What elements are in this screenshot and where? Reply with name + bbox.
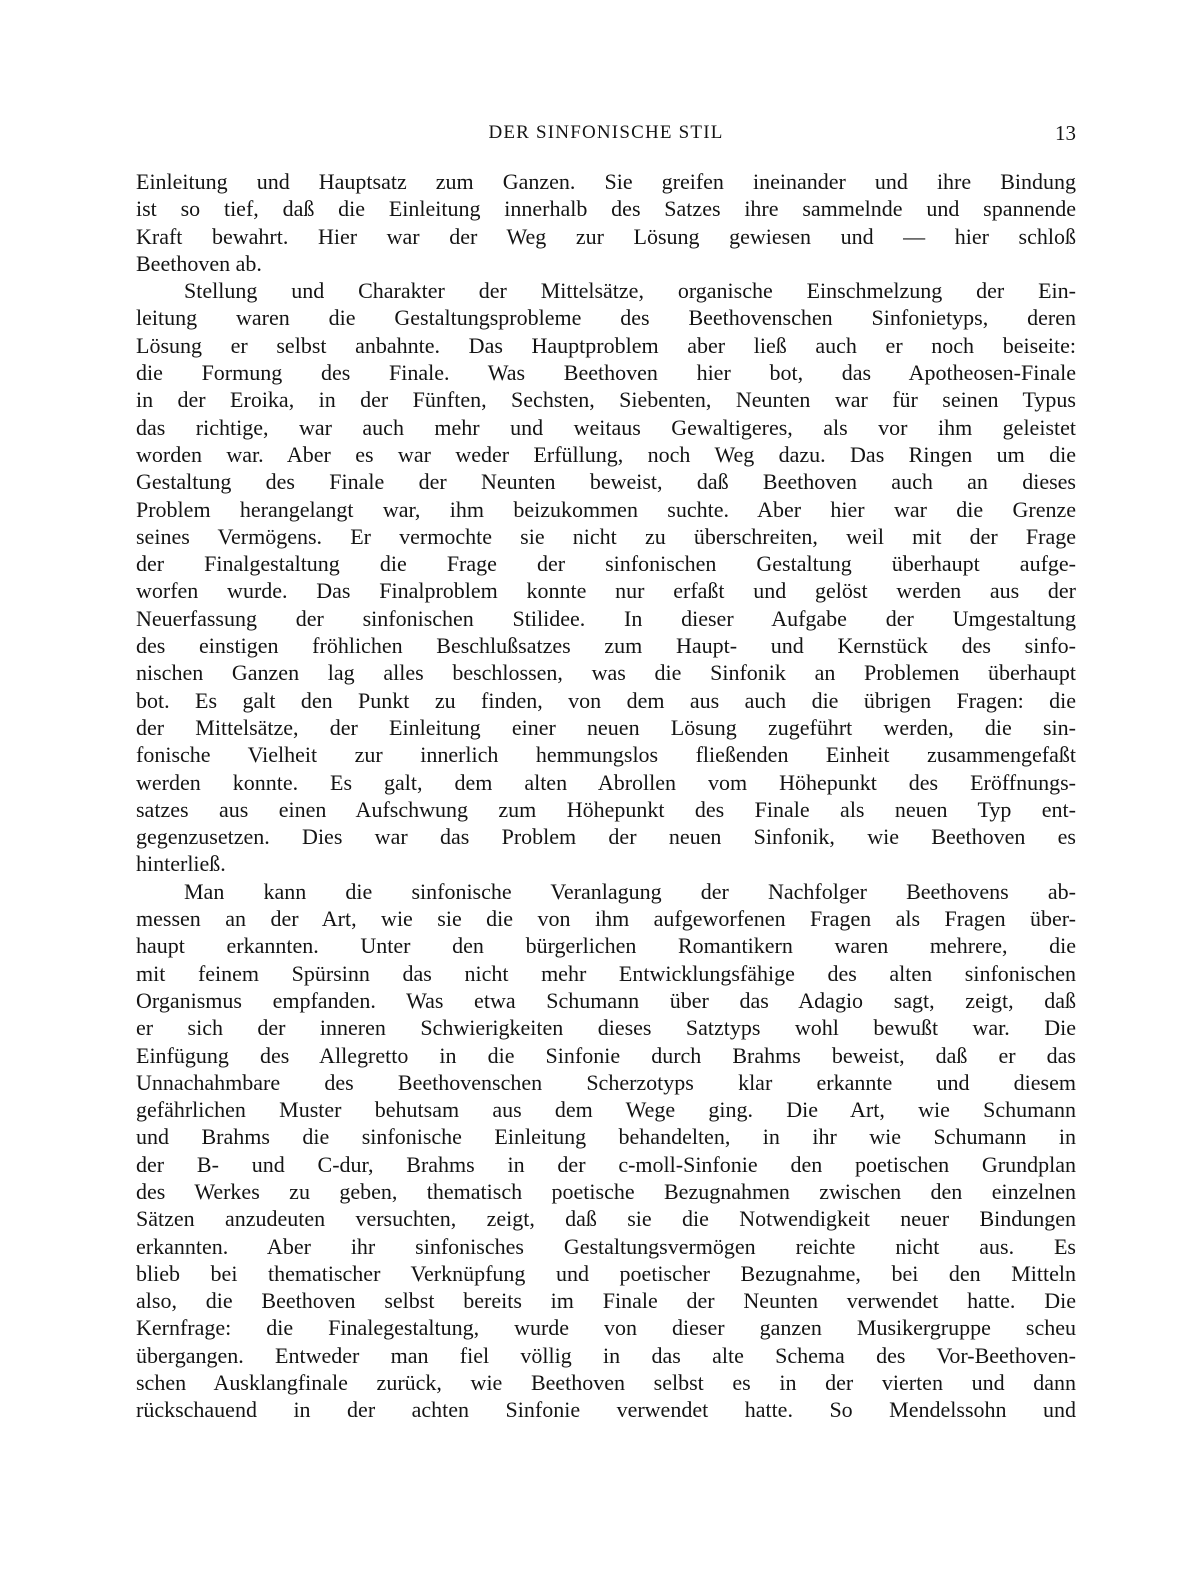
- text-line: der B- und C-dur, Brahms in der c-moll-Sinfonie den poetischen Grundplan: [136, 1151, 1076, 1177]
- text-line: Stellung und Charakter der Mittelsätze, organische Einschmelzung der Ein-: [184, 278, 1076, 304]
- text-line: werden konnte. Es galt, dem alten Abrollen vom Höhepunkt des Eröffnungs-: [136, 769, 1076, 795]
- text-line: satzes aus einen Aufschwung zum Höhepunkt des Finale als neuen Typ ent-: [136, 796, 1076, 822]
- text-line: übergangen. Entweder man fiel völlig in das alte Schema des Vor-Beethoven-: [136, 1342, 1076, 1368]
- text-line: Problem herangelangt war, ihm beizukommen suchte. Aber hier war die Grenze: [136, 496, 1076, 522]
- text-line: Neuerfassung der sinfonischen Stilidee. In dieser Aufgabe der Umgestaltung: [136, 605, 1076, 631]
- text-line: schen Ausklangfinale zurück, wie Beethoven selbst es in der vierten und dann: [136, 1370, 1076, 1396]
- text-line: das richtige, war auch mehr und weitaus Gewaltigeres, als vor ihm geleistet: [136, 414, 1076, 440]
- text-line: rückschauend in der achten Sinfonie verwendet hatte. So Mendelssohn und: [136, 1397, 1076, 1423]
- text-line: des Werkes zu geben, thematisch poetische Bezugnahmen zwischen den einzelnen: [136, 1178, 1076, 1204]
- text-line: bot. Es galt den Punkt zu finden, von dem aus auch die übrigen Fragen: die: [136, 687, 1076, 713]
- text-line: nischen Ganzen lag alles beschlossen, was die Sinfonik an Problemen überhaupt: [136, 660, 1076, 686]
- running-head: [136, 118, 1076, 148]
- text-line: Gestaltung des Finale der Neunten beweist, daß Beethoven auch an dieses: [136, 469, 1076, 495]
- page-number: 13: [1055, 121, 1076, 145]
- text-line: der Finalgestaltung die Frage der sinfonischen Gestaltung überhaupt aufge-: [136, 551, 1076, 577]
- text-line: mit feinem Spürsinn das nicht mehr Entwicklungsfähige des alten sinfonischen: [136, 960, 1076, 986]
- text-line: worden war. Aber es war weder Erfüllung, noch Weg dazu. Das Ringen um die: [136, 441, 1076, 467]
- running-title: DER SINFONISCHE STIL: [488, 122, 724, 143]
- text-line: und Brahms die sinfonische Einleitung behandelten, in ihr wie Schumann in: [136, 1124, 1076, 1150]
- text-line: Einleitung und Hauptsatz zum Ganzen. Sie greifen ineinander und ihre Bindung: [136, 169, 1076, 194]
- text-line: Unnachahmbare des Beethovenschen Scherzotyps klar erkannte und diesem: [136, 1069, 1076, 1095]
- text-line: ist so tief, daß die Einleitung innerhalb des Satzes ihre sammelnde und spannende: [136, 196, 1076, 222]
- text-line: messen an der Art, wie sie die von ihm aufgeworfenen Fragen als Fragen über-: [136, 906, 1076, 932]
- text-line: die Formung des Finale. Was Beethoven hier bot, das Apotheosen-Finale: [136, 360, 1076, 386]
- text-line: der Mittelsätze, der Einleitung einer neuen Lösung zugeführt werden, die sin-: [136, 714, 1076, 740]
- text-line: seines Vermögens. Er vermochte sie nicht zu überschreiten, weil mit der Frage: [136, 523, 1076, 549]
- text-line: hinterließ.: [136, 851, 226, 877]
- text-line: in der Eroika, in der Fünften, Sechsten, Siebenten, Neunten war für seinen Typus: [136, 387, 1076, 413]
- text-line: worfen wurde. Das Finalproblem konnte nur erfaßt und gelöst werden aus der: [136, 578, 1076, 604]
- text-line: Man kann die sinfonische Veranlagung der Nachfolger Beethovens ab-: [184, 878, 1076, 904]
- text-line: erkannten. Aber ihr sinfonisches Gestaltungsvermögen reichte nicht aus. Es: [136, 1233, 1076, 1259]
- text-line: Kraft bewahrt. Hier war der Weg zur Lösung gewiesen und — hier schloß: [136, 223, 1076, 249]
- text-line: fonische Vielheit zur innerlich hemmungslos fließenden Einheit zusammengefaßt: [136, 742, 1076, 768]
- text-line: Einfügung des Allegretto in die Sinfonie durch Brahms beweist, daß er das: [136, 1042, 1076, 1068]
- text-line: gegenzusetzen. Dies war das Problem der neuen Sinfonik, wie Beethoven es: [136, 824, 1076, 850]
- body-text: [136, 168, 1076, 1424]
- text-line: Lösung er selbst anbahnte. Das Hauptproblem aber ließ auch er noch beiseite:: [136, 332, 1076, 358]
- text-line: Sätzen anzudeuten versuchten, zeigt, daß sie die Notwendigkeit neuer Bindungen: [136, 1206, 1076, 1232]
- text-line: also, die Beethoven selbst bereits im Finale der Neunten verwendet hatte. Die: [136, 1288, 1076, 1314]
- text-line: er sich der inneren Schwierigkeiten dieses Satztyps wohl bewußt war. Die: [136, 1015, 1076, 1041]
- text-line: blieb bei thematischer Verknüpfung und poetischer Bezugnahme, bei den Mitteln: [136, 1260, 1076, 1286]
- text-line: leitung waren die Gestaltungsprobleme des Beethovenschen Sinfonietyps, deren: [136, 305, 1076, 331]
- text-line: Organismus empfanden. Was etwa Schumann über das Adagio sagt, zeigt, daß: [136, 987, 1076, 1013]
- text-line: Beethoven ab.: [136, 250, 262, 276]
- text-line: gefährlichen Muster behutsam aus dem Wege ging. Die Art, wie Schumann: [136, 1097, 1076, 1123]
- text-line: des einstigen fröhlichen Beschlußsatzes zum Haupt- und Kernstück des sinfo-: [136, 633, 1076, 659]
- text-line: Kernfrage: die Finalegestaltung, wurde von dieser ganzen Musikergruppe scheu: [136, 1315, 1076, 1341]
- text-line: haupt erkannten. Unter den bürgerlichen Romantikern waren mehrere, die: [136, 933, 1076, 959]
